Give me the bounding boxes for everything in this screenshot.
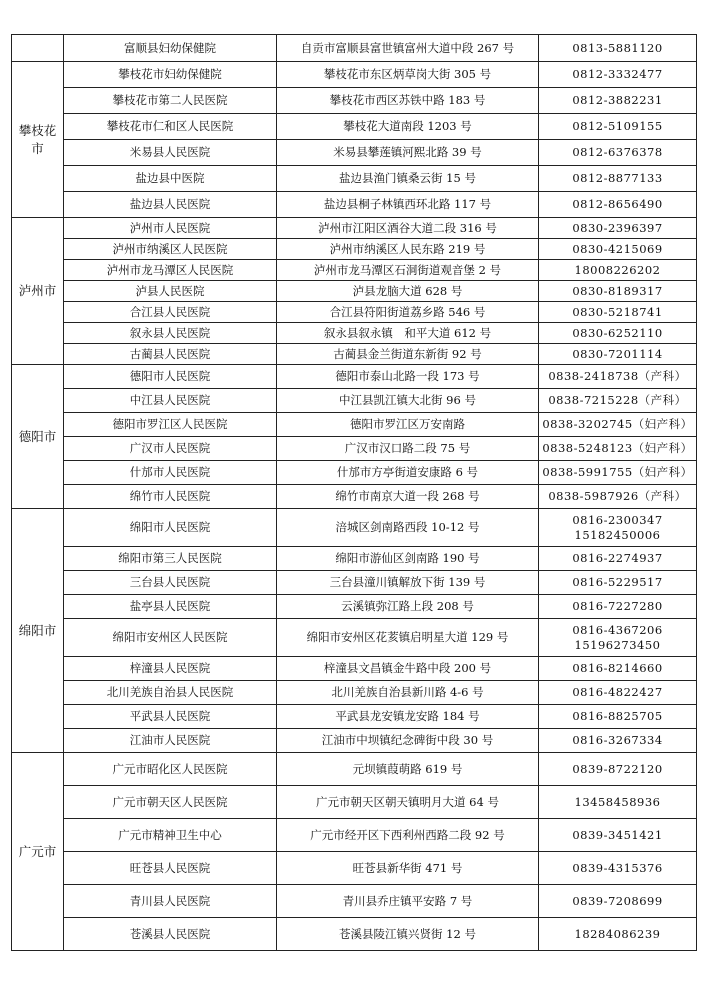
hospital-name-cell: 广元市昭化区人民医院 (64, 753, 277, 786)
phone-number: 0816-4367206 (572, 622, 663, 637)
table-row (12, 140, 697, 166)
phone-number: 15196273450 (574, 637, 661, 652)
phone-number: 0830-2396397 (572, 220, 663, 235)
phone-number: 0838-2418738（产科） (548, 369, 687, 383)
hospital-name-cell: 合江县人民医院 (64, 302, 277, 323)
address-cell: 泸县龙脑大道 628 号 (277, 281, 539, 302)
table-row (12, 461, 697, 485)
hospital-name-cell: 德阳市人民医院 (64, 365, 277, 389)
phone-number: 0816-2274937 (572, 551, 663, 565)
address-cell: 北川羌族自治县新川路 4-6 号 (277, 681, 539, 705)
hospital-name-cell: 攀枝花市仁和区人民医院 (64, 114, 277, 140)
table-row (12, 218, 697, 239)
address-cell: 泸州市江阳区酒谷大道二段 316 号 (277, 218, 539, 239)
table-row (12, 239, 697, 260)
phone-number: 0838-5248123（妇产科） (542, 441, 693, 455)
table-row (12, 344, 697, 365)
address-cell: 盐边县桐子林镇西环北路 117 号 (277, 192, 539, 218)
phone-cell (539, 62, 697, 88)
table-row (12, 571, 697, 595)
address-cell: 梓潼县文昌镇金牛路中段 200 号 (277, 657, 539, 681)
address-cell: 青川县乔庄镇平安路 7 号 (277, 885, 539, 918)
address-cell: 绵阳市安州区花荄镇启明星大道 129 号 (277, 619, 539, 657)
hospital-name-cell: 盐边县人民医院 (64, 192, 277, 218)
address-cell: 绵阳市游仙区剑南路 190 号 (277, 547, 539, 571)
table-row (12, 281, 697, 302)
address-cell: 江油市中坝镇纪念碑街中段 30 号 (277, 729, 539, 753)
phone-number: 0830-6252110 (572, 325, 663, 340)
city-cell (12, 35, 64, 62)
phone-number: 0838-5991755（妇产科） (542, 465, 693, 479)
phone-number: 0816-2300347 (572, 512, 663, 527)
table-row (12, 62, 697, 88)
address-cell: 涪城区剑南路西段 10-12 号 (277, 509, 539, 547)
phone-number: 0839-7208699 (572, 893, 663, 908)
address-cell: 古蔺县金兰街道东新街 92 号 (277, 344, 539, 365)
phone-cell (539, 852, 697, 885)
hospital-name-cell: 梓潼县人民医院 (64, 657, 277, 681)
table-row (12, 681, 697, 705)
address-cell: 叙永县叙永镇 和平大道 612 号 (277, 323, 539, 344)
address-cell: 平武县龙安镇龙安路 184 号 (277, 705, 539, 729)
phone-number: 18008226202 (574, 262, 661, 277)
table-row (12, 302, 697, 323)
phone-cell (539, 571, 697, 595)
phone-cell (539, 239, 697, 260)
address-cell: 盐边县渔门镇桑云街 15 号 (277, 166, 539, 192)
hospital-name-cell: 中江县人民医院 (64, 389, 277, 413)
hospital-name-cell: 泸州市纳溪区人民医院 (64, 239, 277, 260)
hospital-name-cell: 盐亭县人民医院 (64, 595, 277, 619)
phone-number: 0830-5218741 (572, 304, 663, 319)
table-row (12, 729, 697, 753)
hospital-name-cell: 江油市人民医院 (64, 729, 277, 753)
phone-cell (539, 461, 697, 485)
phone-number: 0816-5229517 (572, 575, 663, 589)
phone-cell (539, 114, 697, 140)
phone-cell (539, 918, 697, 951)
phone-cell (539, 302, 697, 323)
phone-cell (539, 705, 697, 729)
table-row (12, 114, 697, 140)
phone-cell (539, 323, 697, 344)
address-cell: 什邡市方亭街道安康路 6 号 (277, 461, 539, 485)
phone-number: 0838-5987926（产科） (548, 489, 687, 503)
table-row (12, 885, 697, 918)
phone-number: 0838-3202745（妇产科） (542, 417, 693, 431)
address-cell: 旺苍县新华街 471 号 (277, 852, 539, 885)
phone-cell (539, 166, 697, 192)
phone-number: 0812-6376378 (572, 145, 663, 159)
phone-number: 15182450006 (574, 527, 661, 542)
table-row (12, 413, 697, 437)
phone-cell (539, 413, 697, 437)
address-cell: 云溪镇弥江路上段 208 号 (277, 595, 539, 619)
hospital-name-cell: 广汉市人民医院 (64, 437, 277, 461)
table-row (12, 509, 697, 547)
hospital-name-cell: 绵阳市人民医院 (64, 509, 277, 547)
table-row (12, 786, 697, 819)
address-cell: 广元市经开区下西利州西路二段 92 号 (277, 819, 539, 852)
hospital-name-cell: 德阳市罗江区人民医院 (64, 413, 277, 437)
hospital-name-cell: 泸州市人民医院 (64, 218, 277, 239)
table-row (12, 595, 697, 619)
address-cell: 攀枝花大道南段 1203 号 (277, 114, 539, 140)
phone-number: 0816-3267334 (572, 733, 663, 747)
phone-number: 0812-3882231 (572, 93, 663, 107)
address-cell: 三台县潼川镇解放下街 139 号 (277, 571, 539, 595)
hospital-name-cell: 苍溪县人民医院 (64, 918, 277, 951)
table-row (12, 323, 697, 344)
phone-cell (539, 35, 697, 62)
hospital-name-cell: 盐边县中医院 (64, 166, 277, 192)
hospital-name-cell: 绵阳市安州区人民医院 (64, 619, 277, 657)
phone-cell (539, 753, 697, 786)
hospital-name-cell: 北川羌族自治县人民医院 (64, 681, 277, 705)
hospital-name-cell: 旺苍县人民医院 (64, 852, 277, 885)
address-cell: 攀枝花市西区苏铁中路 183 号 (277, 88, 539, 114)
phone-cell (539, 192, 697, 218)
hospital-name-cell: 广元市精神卫生中心 (64, 819, 277, 852)
address-cell: 德阳市罗江区万安南路 (277, 413, 539, 437)
address-cell: 广汉市汉口路二段 75 号 (277, 437, 539, 461)
table-row (12, 166, 697, 192)
table-row (12, 485, 697, 509)
table-row (12, 705, 697, 729)
city-cell (12, 365, 64, 509)
table-row (12, 192, 697, 218)
table-row (12, 88, 697, 114)
phone-number: 0816-4822427 (572, 685, 663, 699)
phone-number: 0813-5881120 (572, 40, 663, 55)
hospital-name-cell: 叙永县人民医院 (64, 323, 277, 344)
table-row (12, 547, 697, 571)
hospital-name-cell: 富顺县妇幼保健院 (64, 35, 277, 62)
city-cell (12, 509, 64, 753)
hospital-name-cell: 广元市朝天区人民医院 (64, 786, 277, 819)
phone-number: 0839-8722120 (572, 761, 663, 776)
hospital-table-body (12, 35, 697, 951)
phone-cell (539, 786, 697, 819)
phone-cell (539, 619, 697, 657)
hospital-name-cell: 三台县人民医院 (64, 571, 277, 595)
address-cell: 泸州市纳溪区人民东路 219 号 (277, 239, 539, 260)
table-row (12, 753, 697, 786)
phone-cell (539, 657, 697, 681)
phone-number: 0816-8825705 (572, 709, 663, 723)
phone-number: 0830-8189317 (572, 283, 663, 298)
address-cell: 广元市朝天区朝天镇明月大道 64 号 (277, 786, 539, 819)
table-row (12, 852, 697, 885)
city-label: 德阳市 (18, 428, 57, 444)
address-cell: 中江县凯江镇大北街 96 号 (277, 389, 539, 413)
table-row (12, 819, 697, 852)
phone-number: 0839-3451421 (572, 827, 663, 842)
address-cell: 自贡市富顺县富世镇富州大道中段 267 号 (277, 35, 539, 62)
phone-cell (539, 88, 697, 114)
phone-cell (539, 509, 697, 547)
address-cell: 苍溪县陵江镇兴贤街 12 号 (277, 918, 539, 951)
phone-cell (539, 260, 697, 281)
phone-number: 0812-8877133 (572, 171, 663, 185)
phone-cell (539, 389, 697, 413)
address-cell: 攀枝花市东区炳草岗大街 305 号 (277, 62, 539, 88)
phone-number: 0812-3332477 (572, 67, 663, 81)
phone-number: 0838-7215228（产科） (548, 393, 687, 407)
hospital-name-cell: 青川县人民医院 (64, 885, 277, 918)
phone-cell (539, 681, 697, 705)
phone-cell (539, 547, 697, 571)
hospital-name-cell: 攀枝花市第二人民医院 (64, 88, 277, 114)
city-label: 泸州市 (18, 283, 57, 298)
phone-cell (539, 485, 697, 509)
hospital-name-cell: 米易县人民医院 (64, 140, 277, 166)
phone-cell (539, 885, 697, 918)
phone-number: 13458458936 (574, 794, 661, 809)
phone-number: 0839-4315376 (572, 860, 663, 875)
table-row (12, 918, 697, 951)
address-cell: 德阳市泰山北路一段 173 号 (277, 365, 539, 389)
phone-cell (539, 218, 697, 239)
hospital-name-cell: 泸县人民医院 (64, 281, 277, 302)
phone-number: 0830-7201114 (572, 346, 663, 361)
city-cell (12, 218, 64, 365)
city-cell (12, 753, 64, 951)
phone-cell (539, 729, 697, 753)
hospital-name-cell: 古蔺县人民医院 (64, 344, 277, 365)
phone-number: 0830-4215069 (572, 241, 663, 256)
address-cell: 绵竹市南京大道一段 268 号 (277, 485, 539, 509)
phone-cell (539, 140, 697, 166)
table-row (12, 35, 697, 62)
table-row (12, 657, 697, 681)
hospital-name-cell: 绵竹市人民医院 (64, 485, 277, 509)
hospital-table (11, 34, 697, 951)
city-label: 绵阳市 (18, 622, 57, 638)
phone-number: 0816-7227280 (572, 599, 663, 613)
hospital-name-cell: 攀枝花市妇幼保健院 (64, 62, 277, 88)
phone-cell (539, 365, 697, 389)
table-row (12, 389, 697, 413)
phone-number: 18284086239 (574, 926, 661, 941)
address-cell: 米易县攀莲镇河熙北路 39 号 (277, 140, 539, 166)
address-cell: 合江县符阳街道荔乡路 546 号 (277, 302, 539, 323)
table-row (12, 437, 697, 461)
table-row (12, 365, 697, 389)
table-row (12, 260, 697, 281)
phone-number: 0812-5109155 (572, 119, 663, 133)
city-label: 攀枝花市 (18, 122, 57, 156)
phone-cell (539, 819, 697, 852)
hospital-name-cell: 平武县人民医院 (64, 705, 277, 729)
address-cell: 泸州市龙马潭区石洞街道观音堡 2 号 (277, 260, 539, 281)
phone-number: 0816-8214660 (572, 661, 663, 675)
city-cell (12, 62, 64, 218)
hospital-name-cell: 绵阳市第三人民医院 (64, 547, 277, 571)
phone-cell (539, 437, 697, 461)
address-cell: 元坝镇葭萌路 619 号 (277, 753, 539, 786)
phone-cell (539, 595, 697, 619)
phone-cell (539, 344, 697, 365)
hospital-name-cell: 泸州市龙马潭区人民医院 (64, 260, 277, 281)
phone-number: 0812-8656490 (572, 197, 663, 211)
hospital-name-cell: 什邡市人民医院 (64, 461, 277, 485)
phone-cell (539, 281, 697, 302)
table-row (12, 619, 697, 657)
city-label: 广元市 (18, 843, 57, 859)
